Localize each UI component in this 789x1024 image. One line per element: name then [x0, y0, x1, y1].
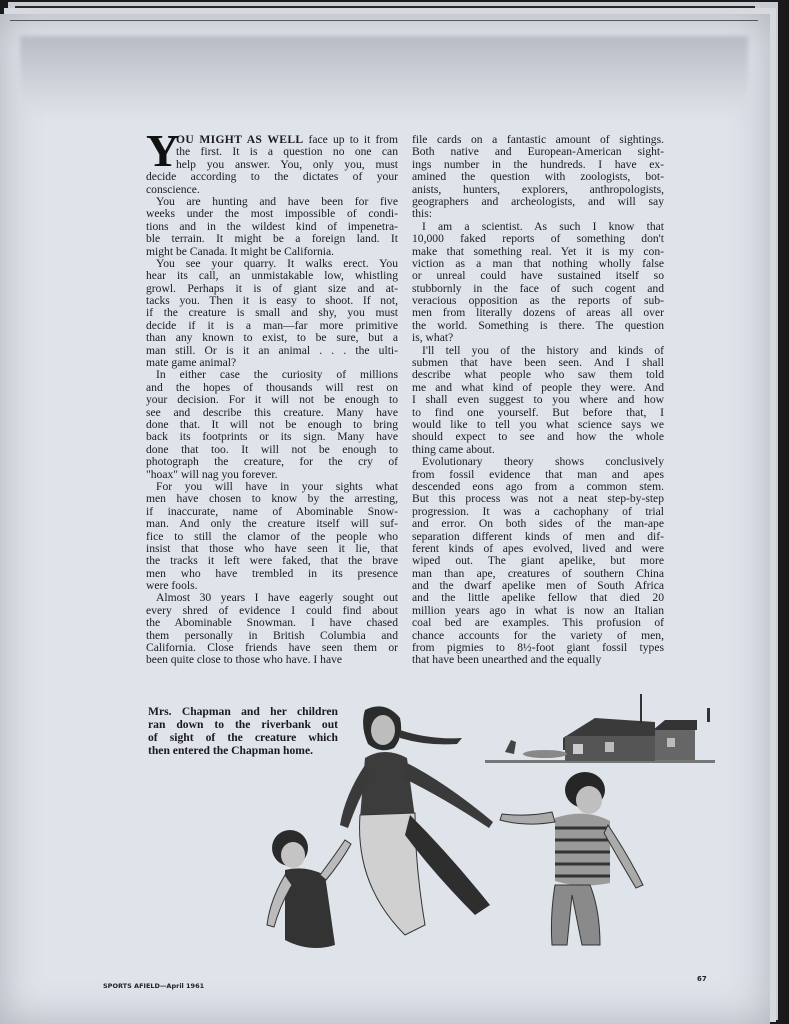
text-line: describe what people who saw them told	[412, 368, 664, 382]
text-line: them personally in British Columbia and	[146, 628, 398, 642]
text-line: and the hopes of thousands will rest on	[146, 380, 398, 394]
text-line: were fools.	[146, 579, 198, 593]
text-line: anists, hunters, explorers, anthropologists,	[412, 182, 664, 196]
text-line: see and describe this creature. Many have	[146, 405, 398, 419]
text-line: amined the question with zoologists, bot-	[412, 170, 664, 184]
text-line: file cards on a fantastic amount of sightings.	[412, 133, 664, 146]
text-line: and the dwarf apelike men of South Africa	[412, 579, 664, 593]
text-line: insist that those who have seen it lie, that	[146, 541, 398, 555]
text-line: separation different kinds of men and dif-	[412, 529, 664, 543]
article-column-left	[146, 125, 398, 667]
text-line: 10,000 faked reports of something don't	[412, 232, 664, 246]
text-line: and the little apelike fellow that died 20	[412, 591, 664, 605]
text-line: make that something real. Yet it is my con-	[412, 244, 664, 258]
text-line: million years ago in what is now an Italian	[412, 603, 664, 617]
text-line: to find one yourself. But before that, I	[412, 405, 664, 419]
text-line: the Abominable Snowman. I have chased	[146, 616, 398, 630]
child-girl-figure	[267, 830, 351, 948]
text-line: if the creature is small and shy, you must	[146, 306, 398, 320]
text-line: men from literally dozens of areas all over	[412, 306, 664, 320]
text-line: your decision. For it will not be enough to	[146, 393, 398, 407]
text-line: every shred of evidence I could find about	[146, 603, 398, 617]
text-line: ferent kinds of apes evolved, lived and were	[412, 541, 664, 555]
text-line: thing came about.	[412, 442, 495, 456]
text-line: and error. On both sides of the man-ape	[412, 517, 664, 531]
text-line: man still. Or is it an animal . . . the ulti-	[146, 343, 398, 357]
text-line: viction as a man that nothing wholly false	[412, 256, 664, 270]
article-column-right	[412, 134, 664, 667]
creature-figure	[505, 740, 516, 754]
text-line: tions and in the wildest kind of impenetra-	[146, 219, 398, 233]
text-line: hear its call, an unmistakable low, whistling	[146, 269, 398, 283]
text-line: Both native and European-American sight-	[412, 145, 664, 159]
text-line: In either case the curiosity of millions	[156, 368, 398, 382]
text-line: this:	[412, 207, 432, 221]
text-line: Evolutionary theory shows conclusively	[422, 455, 664, 469]
scan-shadow	[20, 36, 748, 121]
caption-line: Mrs. Chapman and her children	[148, 705, 338, 718]
text-line: veracious opposition as the reports of sub-	[412, 294, 664, 308]
text-line: that have been unearthed and the equally	[412, 653, 602, 667]
text-line: For you will have in your sights what	[156, 479, 398, 493]
text-line: should expect to see and how the whole	[412, 430, 664, 444]
text-line: than any known to exist, to be sure, but a	[146, 331, 398, 345]
text-line: You are hunting and have been for five	[156, 194, 398, 208]
text-line: the world. Something is there. The question	[412, 318, 664, 332]
text-line: I am a scientist. As such I know that	[422, 219, 664, 233]
text-line: mate game animal?	[146, 356, 237, 370]
text-line: descended eons ago from a common stem.	[412, 479, 664, 493]
text-line: But this process was not a neat step-by-step	[412, 492, 664, 506]
text-line: submen that have been seen. And I shall	[412, 356, 664, 370]
caption-line: of sight of the creature which	[148, 731, 338, 744]
text-line: men who have trembled in its presence	[146, 566, 398, 580]
text-line: ings number in the hundreds. I have ex-	[412, 157, 664, 171]
text-line: I shall even suggest to you where and how	[412, 393, 664, 407]
text-line: conscience.	[146, 182, 200, 196]
text-line: decide according to the dictates of your	[146, 170, 398, 184]
publication-footer: SPORTS AFIELD—April 1961	[103, 982, 205, 990]
text-line: back its footprints or its sign. Many have	[146, 430, 398, 444]
text-line: might be Canada. It might be California.	[146, 244, 335, 258]
text-line: the tracks it left were faked, that the brave	[146, 554, 398, 568]
drop-cap: Y	[146, 125, 180, 176]
text-fragment: face up to it from	[308, 133, 398, 146]
text-line: ble terrain. It might be a foreign land. It	[146, 232, 398, 246]
text-line: You see your quarry. It walks erect. You	[156, 256, 398, 270]
text-line: me and what kind of people they were. And	[412, 380, 664, 394]
text-line: stubbornly in the face of such cogent and	[412, 281, 664, 295]
text-line: fice to still the clamor of the people who	[146, 529, 398, 543]
text-line: tacks you. Then it is easy to shoot. If not,	[146, 294, 398, 308]
child-boy-figure	[500, 772, 643, 945]
page-number: 67	[697, 975, 707, 983]
text-line: weeks under the most impossible of condi-	[146, 207, 398, 221]
text-line: been quite close to those who have. I have	[146, 653, 343, 667]
text-line: geographers and archeologists, and will say	[412, 194, 664, 208]
text-line: men have chosen to know by the arresting,	[146, 492, 398, 506]
lead-in-text: OU MIGHT AS WELL	[176, 133, 304, 146]
illustration-family-fleeing	[255, 690, 725, 960]
text-line: would like to tell you what science says we	[412, 417, 664, 431]
text-line: Almost 30 years I have eagerly sought out	[156, 591, 398, 605]
text-line: decide if it is a man—far more primitive	[146, 318, 398, 332]
text-line: if inaccurate, name of Abominable Snow-	[146, 504, 398, 518]
text-line: coal bed are examples. This profusion of	[412, 616, 664, 630]
text-line: done that. It will not be enough to bring	[146, 417, 398, 431]
text-line: progression. It was a cachophany of trial	[412, 504, 664, 518]
page-edge	[10, 20, 758, 21]
text-line: or unreal could have sustained itself so	[412, 269, 664, 283]
page-edge	[15, 6, 755, 8]
text-line: man. And only the creature itself will suf-	[146, 517, 398, 531]
text-line: chance accounts for the variety of men,	[412, 628, 664, 642]
caption-line: ran down to the riverbank out	[148, 718, 338, 731]
text-line: California. Close friends have seen them or	[146, 641, 398, 655]
text-line: from fossil evidence that man and apes	[412, 467, 664, 481]
text-line: is, what?	[412, 331, 454, 345]
text-line: "hoax" will nag you forever.	[146, 467, 278, 481]
caption-line: then entered the Chapman home.	[148, 744, 313, 757]
house-illustration	[485, 694, 715, 763]
text-line: done that too. It will not be enough to	[146, 442, 398, 456]
woman-figure	[340, 706, 493, 935]
text-line: growl. Perhaps it is of giant size and at-	[146, 281, 398, 295]
text-line: wiped out. The giant apelike, but more	[412, 554, 664, 568]
text-line: from pigmies to 8½-foot giant fossil types	[412, 641, 664, 655]
text-line: the first. It is a question no one can	[176, 145, 398, 159]
text-line: man than ape, creatures of southern China	[412, 566, 664, 580]
text-line: I'll tell you of the history and kinds of	[422, 343, 664, 357]
text-line: photograph the creature, for the cry of	[146, 455, 398, 469]
text-line: help you answer. You, only you, must	[176, 157, 398, 171]
